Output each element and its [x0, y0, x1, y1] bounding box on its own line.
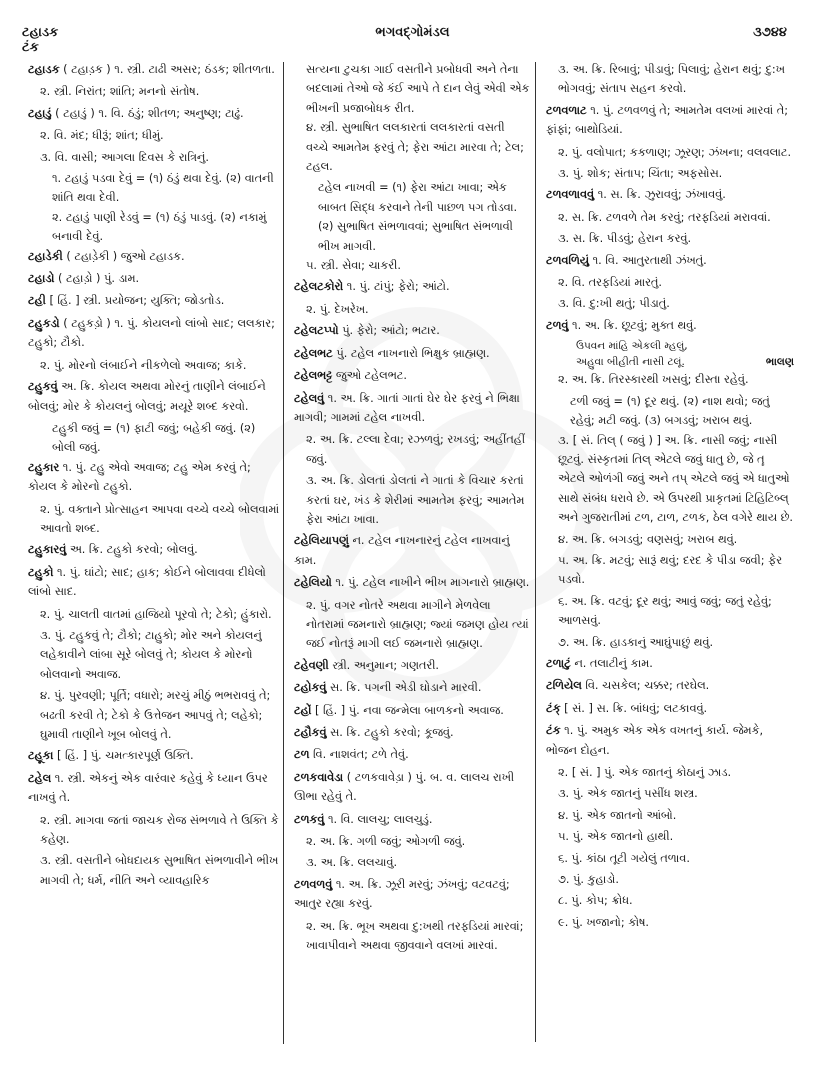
sense-definition: ૨. વિ. તરફડિયાં મારતું.	[558, 276, 663, 290]
sense-definition: ૨. પું. મોરનો લંબાઈને નીકળેલો અવાજ; કાકે.	[40, 358, 247, 372]
definition: જુઓ ટહેલભટ.	[335, 369, 407, 383]
definition: ૧. પું. ટળવળવું તે; આમતેમ વલખાં મારવાં તે; ફાંફાં; બાથોડિયાં.	[546, 103, 789, 137]
dictionary-entry	[28, 104, 280, 123]
definition: [ હિં. ] પું. ચમત્કારપૂર્ણ ઉક્તિ.	[56, 749, 194, 763]
verse-line: અહુવા બીહીતી નાસી ટલૂં.	[576, 356, 685, 369]
book-title: ભગવદ્ગોમંડલ	[375, 25, 450, 40]
dictionary-entry	[294, 810, 530, 829]
dictionary-entry	[294, 875, 530, 914]
headword: ટળાટું	[546, 656, 571, 670]
sense-definition: ૨. સ્ત્રી. નિરાંત; શાંતિ; મનનો સંતોષ.	[40, 85, 200, 99]
sense-definition: ૨. પું. વલોપાત; કકળાણ; ઝૂરણ; ઝંખના; વલવલાટ.	[558, 145, 792, 159]
sense-definition: ૩. સ્ત્રી. વસતીને બોધદાયક સુભાષિત સંભળાવીને ભીખ માગવી તે; ધર્મ, નીતિ અને વ્યાવહારિક	[40, 854, 279, 887]
dictionary-entry	[294, 745, 530, 764]
sense-definition: ૪. પું. એક જાતનો આંબો.	[558, 808, 677, 822]
sense-definition: ૩. અ. ક્રિ. ડોલતાં ડોલતાં ને ગાતાં કે વિચાર કરતાં કરતાં ઘર, ખંડ કે શેરીમાં આમતેમ ફરવું; આમતેમ ફેરા આંટા ખાવા.	[306, 474, 525, 526]
sense-definition: ૪. સ્ત્રી. સુભાષિત લલકારતાં લલકારતાં વસતી વચ્ચે આમતેમ ફરવું તે; ફેરા આંટા મારવા તે; ટેલ; ટહલ.	[306, 121, 524, 174]
dictionary-entry	[546, 251, 794, 270]
definition: ૧. પું. અમુક એક એક વખતનું કાર્ય. જેમકે, ભોજન દોહન.	[546, 724, 764, 757]
page-header	[0, 0, 825, 56]
sense-definition: ૨. સ. ક્રિ. ટળવળે તેમ કરવું; તરફડિયાં મરાવવાં.	[558, 210, 771, 224]
sense-definition: ૩. વિ. દુ:ખી થતું; પીડાતું.	[558, 297, 670, 311]
definition: ૧. પું. ઘાંટો; સાદ; હાક; કોઈને બોલાવવા દીધેલો લાંબો સાદ.	[28, 565, 266, 599]
dictionary-entry	[546, 185, 794, 204]
definition: [ હિં. ] સ્ત્રી. પ્રયોજન; યુક્તિ; જોડતોડ.	[49, 294, 225, 308]
sense-definition: ૨. વિ. મંદ; ધીરૂં; શાંત; ધીમું.	[40, 129, 164, 143]
dictionary-entry	[294, 678, 530, 697]
dictionary-column-3	[546, 60, 794, 934]
sense-definition: ૩. અ. ક્રિ. લલચાવું.	[306, 856, 398, 870]
headword: ટહુકડો	[28, 316, 60, 330]
headword: ટળવળવું	[294, 877, 333, 891]
headword: ટળવળિયું	[546, 253, 590, 267]
definition: ( ટહાડું ) ૧. વિ. ઠંડું; શીતળ; અનુષ્ણ; ટાઢું.	[55, 106, 244, 120]
definition: ૧. વિ. લાલચુ; લાલચુડું.	[328, 812, 433, 826]
idiom-definition: ટહુકી જવું = (૧) ફાટી જવું; બહેકી જવું. (૨) બોલી જવું.	[52, 421, 256, 455]
dictionary-entry	[28, 291, 280, 310]
definition: ૧. અ. ક્રિ. ઝૂરી મરવું; ઝંખવું; વટવટવું; આતુર રહ્યા કરવું.	[294, 877, 510, 911]
dictionary-column-1	[28, 60, 280, 892]
idiom-definition: ૨. ટહાડું પાણી રેડવું = (૧) ઠંડું પાડવું. (૨) નકામું બનાવી દેવું.	[52, 210, 267, 244]
sense-definition: ૩. સ. ક્રિ. પીડવું; હેરાન કરવું.	[558, 232, 692, 246]
headword: ટહાડક	[28, 63, 60, 76]
dictionary-entry	[294, 366, 530, 385]
headword: ટહી	[28, 294, 46, 308]
definition: ૧. અ. ક્રિ. છૂટવું; મુક્ત થવું.	[572, 318, 697, 332]
dictionary-entry	[294, 321, 530, 340]
column-divider	[283, 62, 284, 1044]
dictionary-entry	[294, 723, 530, 742]
dictionary-entry	[28, 377, 280, 416]
dictionary-entry	[294, 701, 530, 720]
definition: વિ. ચસકેલ; ચક્કર; તરઘેલ.	[585, 679, 710, 693]
headword: ટહૌકવું	[294, 726, 327, 739]
sense-definition: ૭. અ. ક્રિ. હાડકાનું આઘુંપાછું થવું.	[558, 635, 714, 649]
dictionary-entry	[28, 540, 280, 559]
sense-definition: ૨. અ. ક્રિ. તિરસ્કારથી ખસવું; દીસ્તા રહેવું.	[558, 373, 749, 387]
dictionary-entry	[546, 699, 794, 718]
headword: ટળવું	[546, 318, 569, 332]
column-divider	[535, 62, 536, 1042]
headword: ટહૂકા	[28, 749, 54, 763]
definition: ( ટળકવાવેડ઼ા ) પું. બ. વ. લાલચ રાખી ઊભા રહેવું તે.	[294, 770, 515, 804]
definition: ( ટહાડ઼ક ) ૧. સ્ત્રી. ટાઢી અસર; ઠંડક; શીતળતા.	[63, 63, 275, 76]
sense-definition: ૫. પું. એક જાતનો હાથી.	[558, 830, 674, 844]
sense-definition: ૩. પું. ટહુકવું તે; ટૌકો; ટાહુકો; મોર અને કોયલનું લહેકાવીને લાંબા સૂરે બોલવું તે; કોયલ કે મોરનો બોલવાનો અવાજ.	[40, 628, 262, 681]
definition: ન. ટહેલ નાખનારનું ટહેલ નાખવાનું કામ.	[294, 534, 510, 567]
headword: ટળકવાવેડા	[294, 770, 344, 784]
dictionary-entry	[294, 573, 530, 592]
sense-definition: ૨. પું. ચાલતી વાતમાં હાજિયો પૂરવો તે; ટેકો; હુંકારો.	[40, 607, 272, 621]
sense-definition: ૩. [ સં. તિલ્ ( જવું ) ] અ. ક્રિ. નાસી જવું; નાસી છૂટવું. સંસ્કૃતમાં તિલ્ એટલે જવું ધાતુ છે, જે તૄ એટલે ઓળંગી જવું અને તપ્ એટલે જવું એ ધાતુઓ સાથે સંબંધ ધરાવે છે. એ ઉપરથી પ્રાકૃતમાં ટિહિટિબ્લ્ અને ગુજરાતીમાં ટળ, ટાળ, ટળક, ઠેલ વગેરે થાય છે.	[558, 433, 793, 525]
headword: ટહેવણી	[294, 658, 329, 672]
definition: સ. ક્રિ. પગની એડી ઘોડાને મારવી.	[330, 681, 482, 695]
sense-definition: ૩. પું. શોક; સંતાપ; ચિંતા; અફસોસ.	[558, 167, 723, 181]
sense-definition: ૬. પું. કાંઠા તૂટી ગયેલું તળાવ.	[558, 851, 690, 865]
headword: ટળિયેલ	[546, 679, 582, 693]
headword: ટહોં	[294, 703, 312, 717]
sense-definition: ૬. અ. ક્રિ. વટવું; દૂર થવું; આવું જવું; જતું રહેવું; આળસવું.	[558, 594, 772, 628]
definition: [ સં. ] સ. ક્રિ. બાંધવું; લટકાવવું.	[564, 701, 708, 715]
headword: ટંક	[546, 724, 561, 738]
definition: ( ટહુકડ઼ો ) ૧. પું. કોયલનો લાંબો સાદ; લલકાર; ટહુકો; ટૌકો.	[28, 316, 275, 350]
definition: અ. ક્રિ. કોયલ અથવા મોરનું તાણીને લંબાઈને બોલવું; મોર કે કોયલનું બોલવું; મયૂરે શબ્દ કરવો.	[28, 380, 266, 413]
definition: [ હિં. ] પું. નવા જન્મેલા બાળકનો અવાજ.	[315, 703, 504, 717]
headword: ટહેલભટ્ટ	[294, 369, 333, 383]
dictionary-entry	[546, 101, 794, 140]
dictionary-entry	[28, 314, 280, 353]
headword: ટંક્	[546, 701, 561, 715]
dictionary-entry	[28, 247, 280, 266]
headword: ટહુકો	[28, 565, 54, 579]
definition: ( ટહાડ઼ો ) પું. ડામ.	[58, 272, 140, 286]
sense-definition: ૫. સ્ત્રી. સેવા; ચાકરી.	[306, 259, 401, 273]
headword: ટહુકારવું	[28, 543, 67, 557]
dictionary-entry	[294, 768, 530, 807]
sense-definition: ૩. પું. એક જાતનું પસીંધ શસ્ત્ર.	[558, 787, 698, 801]
definition: ૧. પું. ટહુ એવો અવાજ; ટહુ એમ કરવું તે; કોયલ કે મોરનો ટહુકો.	[28, 460, 251, 494]
guide-word-last: ટંક	[22, 40, 39, 55]
dictionary-entry	[546, 721, 794, 760]
headword: ટળવળાવવું	[546, 188, 595, 202]
headword: ટળવળાટ	[546, 103, 587, 117]
definition: સ્ત્રી. અનુમાન; ગણતરી.	[332, 658, 440, 672]
sense-definition: ૨. સ્ત્રી. માગવા જતાં જાચક રોજ સંભળાવે તે ઉક્તિ કે કહેણ.	[40, 813, 279, 847]
headword: ટહોકવું	[294, 681, 327, 695]
definition: પું. ફેરો; આંટો; ભટાર.	[342, 324, 440, 338]
definition: ૧. સ્ત્રી. એકનું એક વારંવાર કહેવું કે ધ્યાન ઉપર નાખવું તે.	[28, 771, 268, 805]
definition: ( ટહાડ઼ેકી ) જુઓ ટહાડક.	[66, 249, 185, 263]
dictionary-entry	[28, 458, 280, 497]
dictionary-entry	[294, 389, 530, 428]
headword: ટહેલ	[28, 771, 52, 785]
dictionary-entry	[546, 654, 794, 673]
headword: ટહેલટકોરો	[294, 280, 344, 294]
dictionary-entry	[28, 746, 280, 765]
definition: ૧. સ. ક્રિ. ઝુરાવવું; ઝંખાવવું.	[597, 188, 726, 202]
dictionary-entry	[294, 277, 530, 296]
headword: ટહેલિયો	[294, 576, 332, 590]
idiom-definition: ટળી જવું = (૧) દૂર થવું. (૨) નાશ થવો; જતું રહેવું; મટી જવું. (૩) બગડવું; ખરાબ થવું.	[570, 394, 770, 428]
guide-word-first: ટહાડક	[22, 25, 59, 40]
dictionary-entry	[546, 316, 794, 335]
verse-line: ઉપવન માંહિ એકલી મ્હલું,	[576, 340, 688, 353]
sense-definition: ૫. અ. ક્રિ. મટવું; સારૂં થવું; દરદ કે પીડા જવી; ફેર પડવો.	[558, 553, 783, 587]
headword: ટહેલટપ્પો	[294, 324, 339, 338]
definition: ૧. વિ. આતુરતાથી ઝંખતું.	[592, 253, 707, 267]
dictionary-entry	[294, 344, 530, 363]
headword: ટળ	[294, 748, 310, 762]
sense-definition: ૩. વિ. વાસી; આગલા દિવસ કે રાત્રિનું.	[40, 150, 209, 164]
definition: વિ. નાશવંત; ટળે તેવું.	[312, 748, 409, 762]
headword: ટહુકાર	[28, 460, 60, 474]
definition: ન. તલાટીનું કામ.	[574, 656, 653, 670]
dictionary-entry	[294, 656, 530, 675]
headword: ટળકવું	[294, 812, 325, 826]
headword: ટહાડેકી	[28, 249, 63, 263]
sense-definition: ૮. પું. કોપ; ક્રોધ.	[558, 894, 633, 908]
sense-definition: ૨. પું. દેખરેખ.	[306, 302, 369, 316]
definition: સ. ક્રિ. ટહુકો કરવો; કૂજવું.	[330, 726, 454, 739]
definition: ૧. અ. ક્રિ. ગાતાં ગાતાં ઘેર ઘેર ફરવું ને ભિક્ષા માગવી; ગામમાં ટહેલ નાખવી.	[294, 391, 520, 424]
definition: અ. ક્રિ. ટહુકો કરવો; બોલવું.	[69, 543, 198, 557]
dictionary-entry	[28, 269, 280, 288]
headword: ટહેલવું	[294, 391, 325, 405]
headword: ટહુકવું	[28, 380, 58, 394]
idiom-definition: ૧. ટહાડું પડવા દેવું = (૧) ઠંડું થવા દેવું. (૨) વાતની શાંતિ થવા દેવી.	[52, 172, 274, 205]
sense-definition: ૭. પું. કુહાડો.	[558, 873, 619, 887]
headword: ટહેલિયાપણું	[294, 534, 349, 548]
dictionary-entry	[294, 531, 530, 570]
verse-quotation	[546, 338, 794, 370]
sense-definition: ૩. અ. ક્રિ. રિબાવું; પીડાવું; પિલાવું; હેરાન થવું; દુ:ખ ભોગવવું; સંતાપ સહન કરવો.	[558, 63, 785, 96]
sense-definition: ૨. અ. ક્રિ. ભૂખ અથવા દુ:ખથી તરફડિયાં મારવાં; ખાવાપીવાને અથવા જીવવાને વલખાં મારવાં.	[306, 919, 524, 953]
sense-definition: ૨. પું. વક્તાને પ્રોત્સાહન આપવા વચ્ચે વચ્ચે બોલવામાં આવતો શબ્દ.	[40, 502, 280, 535]
sense-definition: ૪. પું. પુરવણી; પૂર્તિ; વધારો; મરચું મીઠું ભભરાવવું તે; બઢતી કરવી તે; ટેકો કે ઉત્તેજન આપવું તે; લહેકો; ઘુમાવી તાણીને ખૂબ બોલવું તે.	[40, 689, 271, 741]
sense-definition: ૨. અ. ક્રિ. ટલ્લા દેવા; રઝળવું; રખડવું; અહીંતહીં જવું.	[306, 433, 526, 466]
sense-definition: ૯. પું. ખજાનો; કોષ.	[558, 915, 649, 929]
page-number: ૩૭૪૪	[753, 25, 787, 40]
dictionary-entry	[546, 676, 794, 695]
dictionary-entry	[28, 563, 280, 602]
continued-definition: સત્યના ટુચકા ગાઈ વસતીને પ્રબોધવી અને તેના બદલામાં તેઓ જે કંઈ આપે તે દાન લેવું એવી એક ભીખની પ્રજાબોધક રીત.	[306, 63, 530, 115]
verse-source: ભાલણ	[765, 356, 794, 369]
headword: ટહેલભટ	[294, 346, 333, 360]
definition: પું. ટહેલ નાખનારો ભિક્ષુક બ્રાહ્મણ.	[336, 346, 490, 360]
sense-definition: ૨. [ સં. ] પું. એક જાતનું કોઠાનું ઝાડ.	[558, 766, 732, 779]
sense-definition: ૨. અ. ક્રિ. ગળી જવું; ઓગળી જવું.	[306, 835, 466, 849]
sense-definition: ૨. પું. વગર નોતરે અથવા માગીને મેળવેલા નોતરામાં જમનારો બ્રાહ્મણ; જ્યાં જમણ હોય ત્યાં જઈ નોતરૂં માગી લઈ જમનારો બ્રાહ્મણ.	[306, 598, 529, 651]
dictionary-column-2	[294, 60, 530, 957]
sense-definition: ૪. અ. ક્રિ. બગડવું; વણસવું; ખરાબ થવું.	[558, 532, 738, 546]
headword: ટહાડું	[28, 106, 52, 120]
dictionary-entry	[28, 769, 280, 808]
headword: ટહાડો	[28, 272, 55, 286]
dictionary-entry	[28, 60, 280, 79]
definition: ૧. પું. ટહેલ નાખીને ભીખ માગનારો બ્રાહ્મણ.	[335, 576, 530, 590]
definition: ૧. પું. ટાંપું; ફેરો; આંટો.	[346, 280, 450, 294]
idiom-definition: ટહેલ નાખવી = (૧) ફેરા આંટા ખાવા; એક બાબત સિદ્ધ કરવાને તેની પાછળ પગ તોડવા. (૨) સુભાષિત સંભળાવવાં; સુભાષિત સંભળાવી ભીખ માગવી.	[318, 181, 518, 253]
